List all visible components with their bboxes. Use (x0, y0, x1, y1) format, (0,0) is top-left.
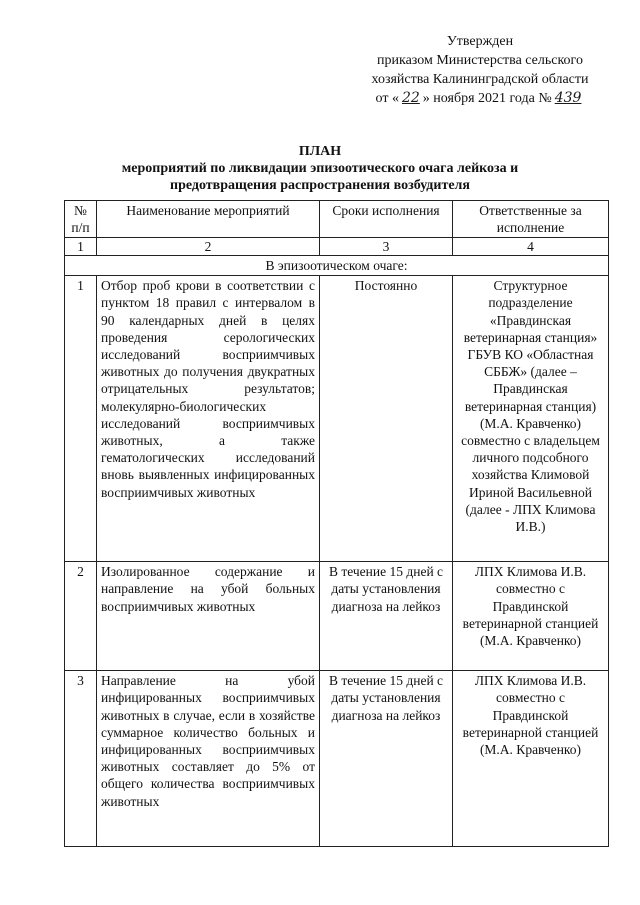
approval-line-2: приказом Министерства сельского (377, 53, 583, 68)
approval-date-line (355, 89, 605, 108)
date-prefix: от « (375, 91, 399, 106)
header-row (65, 201, 609, 238)
column-index: 4 (453, 238, 609, 256)
section-row (65, 256, 609, 276)
column-index: 3 (320, 238, 453, 256)
table-row (65, 276, 609, 562)
table-row (65, 562, 609, 671)
table-row (65, 671, 609, 847)
header-number: № п/п (65, 201, 97, 238)
row-deadline: Постоянно (320, 276, 453, 562)
column-index-row (65, 238, 609, 256)
row-activity: Изолированное содержание и направление на убой больных восприимчивых животных (97, 562, 320, 671)
handwritten-day: 22 (401, 90, 420, 106)
approval-block (355, 32, 605, 108)
plan-table (64, 200, 609, 847)
column-index: 1 (65, 238, 97, 256)
header-deadline: Сроки исполнения (320, 201, 453, 238)
row-responsible: ЛПХ Климова И.В. совместно с Правдинской ветеринарной станцией (М.А. Кравченко) (453, 562, 609, 671)
section-title: В эпизоотическом очаге: (65, 256, 609, 276)
row-number: 3 (65, 671, 97, 847)
header-responsible: Ответственные за исполнение (453, 201, 609, 238)
row-activity: Направление на убой инфицированных восприимчивых животных в случае, если в хозяйстве суммарное количество больных и инфицированных восприимчивых животных составляет до 5% от общего количества восприимчивых животных (97, 671, 320, 847)
header-activity: Наименование мероприятий (97, 201, 320, 238)
row-deadline: В течение 15 дней с даты установления диагноза на лейкоз (320, 671, 453, 847)
row-deadline: В течение 15 дней с даты установления диагноза на лейкоз (320, 562, 453, 671)
plan-subtitle-line-2: предотвращения распространения возбудителя (170, 178, 470, 193)
handwritten-order-number: 439 (554, 90, 582, 106)
date-middle: » ноября 2021 года № (422, 91, 552, 106)
row-activity: Отбор проб крови в соответствии с пунктом 18 правил с интервалом в 90 календарных дней в целях проведения серологических исследований восприимчивых животных до получения двукратных отрицательных результатов; молекулярно-биологических исследований восприимчивых животных, а также гематологических исследований вновь выявленных инфицированных восприимчивых животных (97, 276, 320, 562)
column-index: 2 (97, 238, 320, 256)
row-responsible: Структурное подразделение «Правдинская ветеринарная станция» ГБУВ КО «Областная СББЖ» (далее – Правдинская ветеринарная станция) (М.А. Кравченко) совместно с владельцем личного подсобного хозяйства Климовой Ириной Васильевной (далее - ЛПХ Климова И.В.) (453, 276, 609, 562)
row-number: 1 (65, 276, 97, 562)
plan-heading: ПЛАН (298, 144, 342, 159)
plan-subtitle-line-1: мероприятий по ликвидации эпизоотического очага лейкоза и (121, 161, 519, 176)
approval-line-1: Утвержден (446, 34, 514, 49)
row-number: 2 (65, 562, 97, 671)
approval-line-3: хозяйства Калининградской области (371, 72, 589, 87)
row-responsible: ЛПХ Климова И.В. совместно с Правдинской ветеринарной станцией (М.А. Кравченко) (453, 671, 609, 847)
plan-title-block (60, 143, 580, 194)
